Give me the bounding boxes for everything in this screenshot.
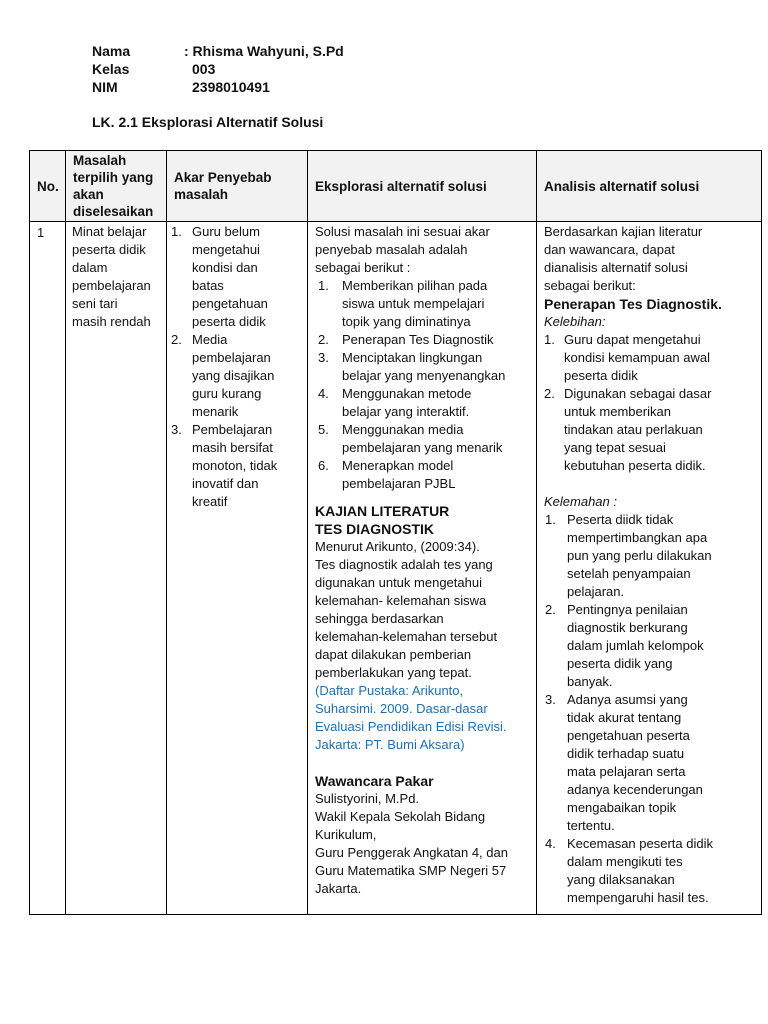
list-item xyxy=(544,385,755,475)
text-line: Penerapan Tes Diagnostik xyxy=(342,332,494,347)
text-line: pelajaran. xyxy=(567,584,625,599)
daftar-pustaka: (Daftar Pustaka: Arikunto, xyxy=(315,683,464,698)
nim-value: 2398010491 xyxy=(192,79,270,95)
analisis-intro-line: sebagai berikut: xyxy=(544,278,636,293)
cell-akar xyxy=(167,222,308,915)
text-line: kebutuhan peserta didik. xyxy=(564,458,706,473)
text-line: Adanya asumsi yang xyxy=(567,692,688,707)
text-line: masih bersifat xyxy=(192,440,273,455)
list-number: 1. xyxy=(545,512,556,527)
text-line: Digunakan sebagai dasar xyxy=(564,386,712,401)
analisis-intro-line: Berdasarkan kajian literatur xyxy=(544,224,703,239)
text-line: kondisi dan xyxy=(192,260,258,275)
text-line: Menggunakan metode xyxy=(342,386,472,401)
text-line: Menerapkan model xyxy=(342,458,454,473)
eksplorasi-intro-line: penyebab masalah adalah xyxy=(315,242,468,257)
nim-row xyxy=(92,78,344,96)
solution-table xyxy=(29,150,762,915)
list-item-text xyxy=(564,385,711,475)
list-number: 2. xyxy=(318,332,329,347)
text-line: kreatif xyxy=(192,494,228,509)
list-number: 2. xyxy=(544,386,555,401)
list-number: 2. xyxy=(545,602,556,617)
text-line: didik terhadap suatu xyxy=(567,746,685,761)
text-line: pun yang perlu dilakukan xyxy=(567,548,712,563)
list-item-text xyxy=(342,385,471,421)
text-line: pengetahuan peserta xyxy=(567,728,690,743)
cell-no: 1 xyxy=(30,222,66,915)
list-item xyxy=(171,223,301,331)
text-line: Media xyxy=(192,332,228,347)
kelemahan-list xyxy=(544,511,755,907)
header-line: masalah xyxy=(174,187,229,202)
kajian-text: digunakan untuk mengetahui xyxy=(315,575,482,590)
header-analisis: Analisis alternatif solusi xyxy=(537,151,762,222)
list-item-text xyxy=(192,421,277,511)
list-item-text xyxy=(192,223,268,331)
text-line: mengetahui xyxy=(192,242,260,257)
list-number: 3. xyxy=(545,692,556,707)
eksplorasi-intro-line: Solusi masalah ini sesuai akar xyxy=(315,224,490,239)
spacer xyxy=(315,493,530,502)
text-line: adanya kecenderungan xyxy=(567,782,703,797)
list-item-text xyxy=(567,601,704,691)
header-line: Masalah xyxy=(73,153,127,168)
text-line: dalam jumlah kelompok xyxy=(567,638,704,653)
text-line: peserta didik yang xyxy=(567,656,673,671)
list-item xyxy=(544,331,755,385)
list-item-text xyxy=(567,835,713,907)
list-item xyxy=(315,331,530,349)
text-line: peserta didik xyxy=(192,314,266,329)
text-line: masih rendah xyxy=(72,314,151,329)
wawancara-text: Jakarta. xyxy=(315,881,362,896)
header-masalah xyxy=(66,151,167,222)
text-line: yang disajikan xyxy=(192,368,275,383)
analisis-intro-line: dan wawancara, dapat xyxy=(544,242,675,257)
text-line: Peserta diidk tidak xyxy=(567,512,674,527)
text-line: belajar yang interaktif. xyxy=(342,404,470,419)
text-line: untuk memberikan xyxy=(564,404,671,419)
kajian-title: KAJIAN LITERATUR xyxy=(315,503,450,519)
daftar-pustaka: Suharsimi. 2009. Dasar-dasar xyxy=(315,701,488,716)
text-line: guru kurang xyxy=(192,386,262,401)
list-number: 4. xyxy=(318,386,329,401)
text-line: peserta didik xyxy=(72,242,146,257)
text-line: Guru dapat mengetahui xyxy=(564,332,701,347)
list-item-text xyxy=(342,331,494,349)
text-line: inovatif dan xyxy=(192,476,259,491)
list-item-text xyxy=(342,457,455,493)
list-number: 3. xyxy=(171,422,182,437)
cell-masalah xyxy=(66,222,167,915)
text-line: diagnostik berkurang xyxy=(567,620,688,635)
kajian-text: kelemahan- kelemahan siswa xyxy=(315,593,487,608)
list-item xyxy=(315,277,530,331)
header-no: No. xyxy=(30,151,66,222)
akar-list xyxy=(171,223,301,511)
text-line: mempengaruhi hasil tes. xyxy=(567,890,709,905)
text-line: banyak. xyxy=(567,674,613,689)
kajian-text: pemberlakukan yang tepat. xyxy=(315,665,472,680)
list-item xyxy=(315,421,530,457)
text-line: seni tari xyxy=(72,296,118,311)
class-row xyxy=(92,60,344,78)
list-item xyxy=(315,349,530,385)
list-number: 5. xyxy=(318,422,329,437)
text-line: belajar yang menyenangkan xyxy=(342,368,506,383)
daftar-pustaka: Evaluasi Pendidikan Edisi Revisi. xyxy=(315,719,507,734)
analisis-intro-line: dianalisis alternatif solusi xyxy=(544,260,688,275)
wawancara-text: Guru Penggerak Angkatan 4, dan xyxy=(315,845,508,860)
class-label: Kelas xyxy=(92,61,130,77)
cell-analisis xyxy=(537,222,762,915)
text-line: peserta didik xyxy=(564,368,638,383)
worksheet-title: LK. 2.1 Eksplorasi Alternatif Solusi xyxy=(92,114,324,130)
list-item-text xyxy=(567,511,712,601)
list-item-text xyxy=(342,277,487,331)
kajian-text: Tes diagnostik adalah tes yang xyxy=(315,557,493,572)
list-item-text xyxy=(564,331,710,385)
list-number: 1. xyxy=(544,332,555,347)
list-number: 2. xyxy=(171,332,182,347)
identity-header xyxy=(92,42,344,96)
header-line: Akar Penyebab xyxy=(174,170,272,185)
text-line: siswa untuk mempelajari xyxy=(342,296,485,311)
list-item-text xyxy=(342,421,502,457)
list-item xyxy=(315,457,530,493)
header-eksplorasi: Eksplorasi alternatif solusi xyxy=(308,151,537,222)
header-line: terpilih yang xyxy=(73,170,154,185)
wawancara-text: Wakil Kepala Sekolah Bidang xyxy=(315,809,486,824)
text-line: Guru belum xyxy=(192,224,260,239)
text-line: yang dilaksanakan xyxy=(567,872,675,887)
kajian-text: dapat dilakukan pemberian xyxy=(315,647,472,662)
text-line: pembelajaran xyxy=(192,350,271,365)
list-item xyxy=(315,385,530,421)
list-item-text xyxy=(192,331,274,421)
kelebihan-label: Kelebihan: xyxy=(544,314,606,329)
text-line: Pembelajaran xyxy=(192,422,273,437)
eksplorasi-list xyxy=(315,277,530,493)
text-line: monoton, tidak xyxy=(192,458,278,473)
kajian-text: Menurut Arikunto, (2009:34). xyxy=(315,539,480,554)
list-number: 1. xyxy=(171,224,182,239)
list-item xyxy=(544,601,755,691)
text-line: pembelajaran xyxy=(72,278,151,293)
eksplorasi-intro-line: sebagai berikut : xyxy=(315,260,411,275)
text-line: mengabaikan topik xyxy=(567,800,677,815)
text-line: topik yang diminatinya xyxy=(342,314,471,329)
header-line: diselesaikan xyxy=(73,204,154,219)
spacer xyxy=(544,475,755,493)
list-item xyxy=(171,421,301,511)
class-value: 003 xyxy=(192,61,216,77)
list-item xyxy=(544,511,755,601)
list-number: 6. xyxy=(318,458,329,473)
list-item-text xyxy=(567,691,703,835)
wawancara-title: Wawancara Pakar xyxy=(315,773,434,789)
text-line: batas xyxy=(192,278,224,293)
text-line: Menciptakan lingkungan xyxy=(342,350,483,365)
wawancara-text: Kurikulum, xyxy=(315,827,377,842)
header-akar xyxy=(167,151,308,222)
wawancara-text: Guru Matematika SMP Negeri 57 xyxy=(315,863,507,878)
text-line: Menggunakan media xyxy=(342,422,464,437)
text-line: pembelajaran yang menarik xyxy=(342,440,503,455)
name-label: Nama xyxy=(92,43,131,59)
name-value: : Rhisma Wahyuni, S.Pd xyxy=(184,43,344,59)
list-item-text xyxy=(342,349,505,385)
text-line: pembelajaran PJBL xyxy=(342,476,456,491)
kajian-text: kelemahan-kelemahan tersebut xyxy=(315,629,498,644)
text-line: tindakan atau perlakuan xyxy=(564,422,703,437)
name-row xyxy=(92,42,344,60)
text-line: tidak akurat tentang xyxy=(567,710,682,725)
text-line: yang tepat sesuai xyxy=(564,440,666,455)
text-line: setelah penyampaian xyxy=(567,566,691,581)
table-header-row xyxy=(30,151,762,222)
cell-eksplorasi xyxy=(308,222,537,915)
list-number: 3. xyxy=(318,350,329,365)
text-line: dalam mengikuti tes xyxy=(567,854,683,869)
spacer xyxy=(315,754,530,772)
kelebihan-list xyxy=(544,331,755,475)
kelemahan-label: Kelemahan : xyxy=(544,494,617,509)
text-line: dalam xyxy=(72,260,108,275)
kajian-text: sehingga berdasarkan xyxy=(315,611,444,626)
text-line: Pentingnya penilaian xyxy=(567,602,688,617)
text-line: mempertimbangkan apa xyxy=(567,530,708,545)
list-number: 1. xyxy=(318,278,329,293)
text-line: tertentu. xyxy=(567,818,615,833)
list-item xyxy=(171,331,301,421)
header-line: akan xyxy=(73,187,104,202)
text-line: kondisi kemampuan awal xyxy=(564,350,710,365)
list-number: 4. xyxy=(545,836,556,851)
text-line: Minat belajar xyxy=(72,224,147,239)
daftar-pustaka: Jakarta: PT. Bumi Aksara) xyxy=(315,737,465,752)
nim-label: NIM xyxy=(92,79,118,95)
list-item xyxy=(544,691,755,835)
text-line: mata pelajaran serta xyxy=(567,764,686,779)
wawancara-text: Sulistyorini, M.Pd. xyxy=(315,791,420,806)
text-line: Kecemasan peserta didik xyxy=(567,836,713,851)
list-item xyxy=(544,835,755,907)
text-line: Memberikan pilihan pada xyxy=(342,278,488,293)
analisis-heading: Penerapan Tes Diagnostik. xyxy=(544,296,722,312)
text-line: pengetahuan xyxy=(192,296,268,311)
kajian-title: TES DIAGNOSTIK xyxy=(315,521,435,537)
table-row xyxy=(30,222,762,915)
text-line: menarik xyxy=(192,404,239,419)
